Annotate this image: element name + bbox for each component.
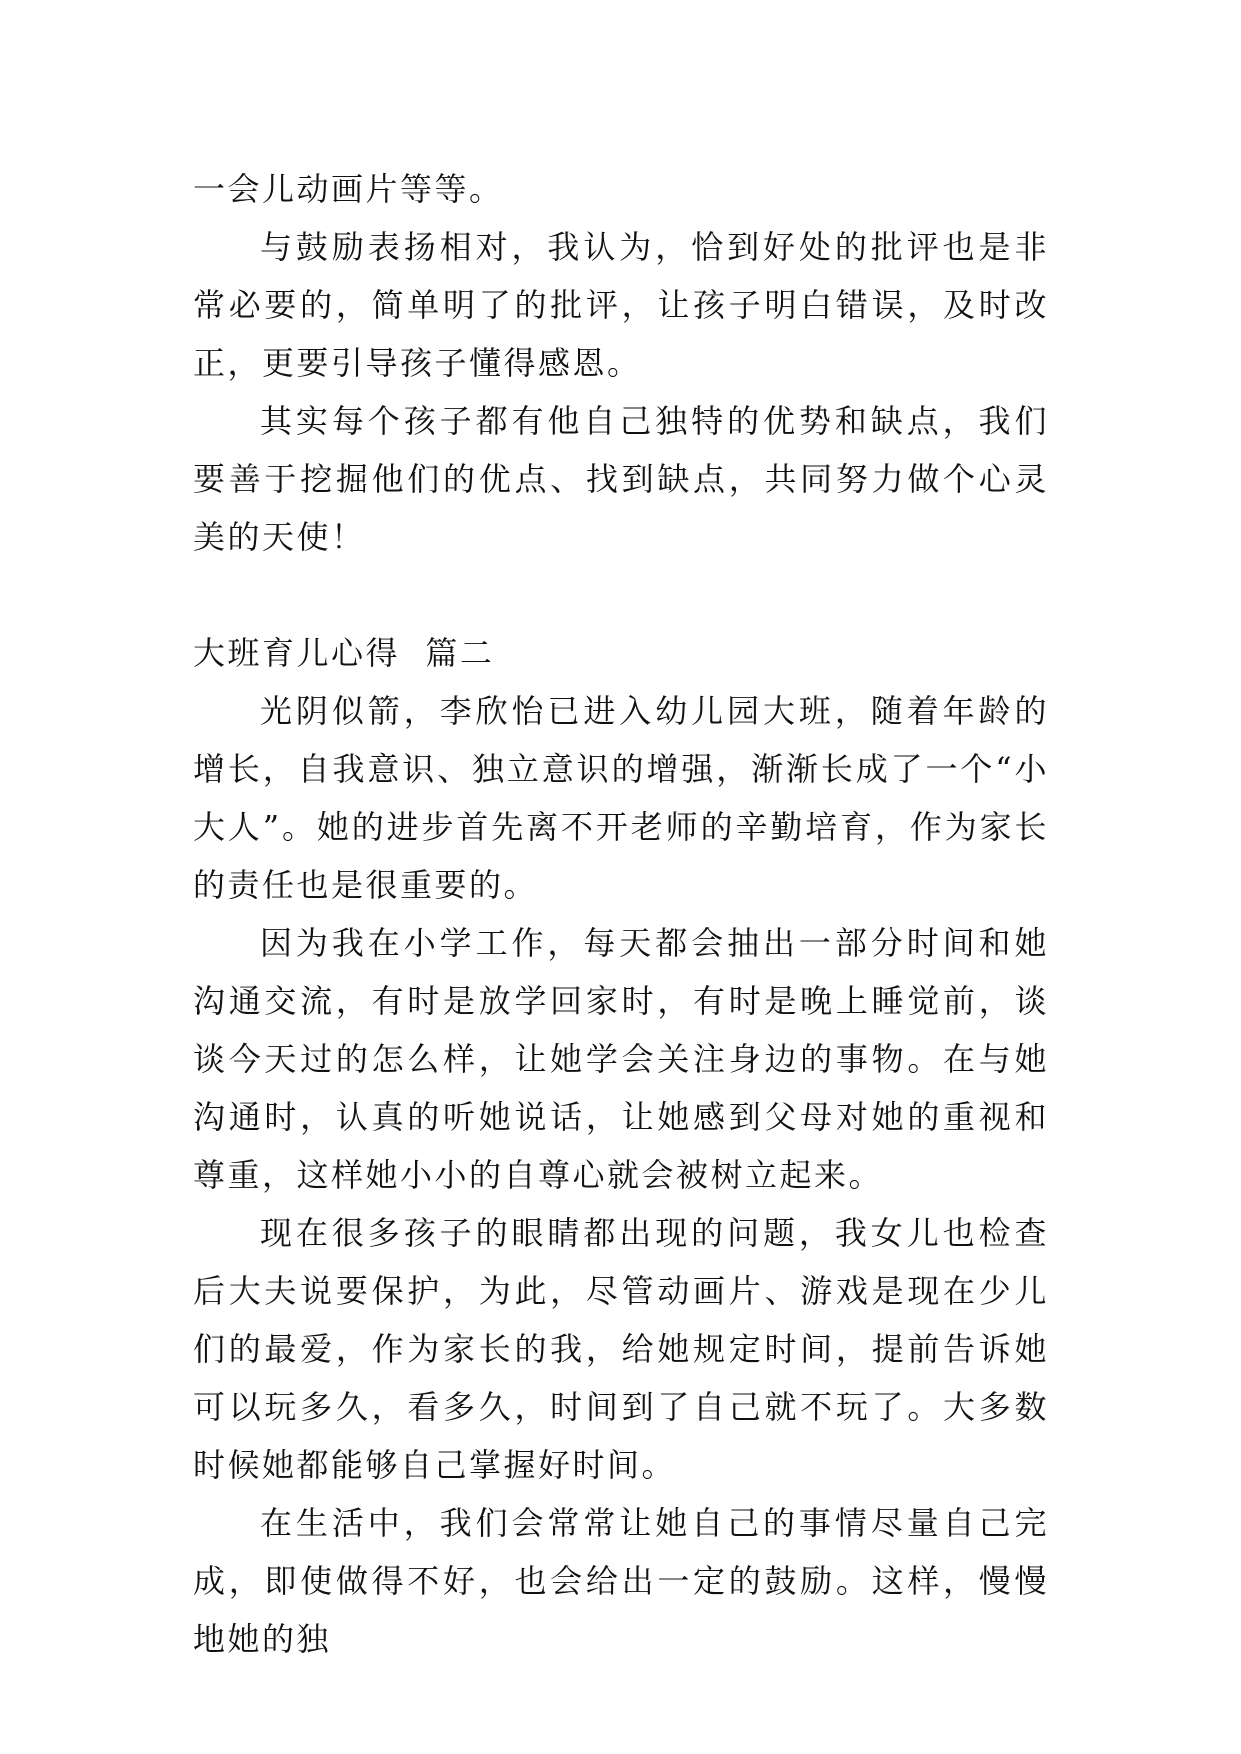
paragraph-continuation: 一会儿动画片等等。 (193, 170, 504, 208)
paragraph-independence: 在生活中，我们会常常让她自己的事情尽量自己完成，即使做得不好，也会给出一定的鼓励。这样，慢慢地她的独 (193, 1504, 1049, 1658)
paragraph-criticism: 与鼓励表扬相对，我认为，恰到好处的批评也是非常必要的，简单明了的批评，让孩子明白错误，及时改正，更要引导孩子懂得感恩。 (193, 228, 1049, 382)
paragraph-strengths: 其实每个孩子都有他自己独特的优势和缺点，我们要善于挖掘他们的优点、找到缺点，共同努力做个心灵美的天使！ (193, 402, 1049, 556)
document-body (193, 160, 1049, 1668)
section-heading: 大班育儿心得 篇二 (193, 634, 495, 672)
paragraph-communication: 因为我在小学工作，每天都会抽出一部分时间和她沟通交流，有时是放学回家时，有时是晚上睡觉前，谈谈今天过的怎么样，让她学会关注身边的事物。在与她沟通时，认真的听她说话，让她感到父母对她的重视和尊重，这样她小小的自尊心就会被树立起来。 (193, 924, 1049, 1194)
paragraph-eyesight: 现在很多孩子的眼睛都出现的问题，我女儿也检查后大夫说要保护，为此，尽管动画片、游戏是现在少儿们的最爱，作为家长的我，给她规定时间，提前告诉她可以玩多久，看多久，时间到了自己就不玩了。大多数时候她都能够自己掌握好时间。 (193, 1214, 1049, 1484)
paragraph-growth: 光阴似箭，李欣怡已进入幼儿园大班，随着年龄的增长，自我意识、独立意识的增强，渐渐长成了一个“小大人”。她的进步首先离不开老师的辛勤培育，作为家长的责任也是很重要的。 (193, 692, 1049, 904)
